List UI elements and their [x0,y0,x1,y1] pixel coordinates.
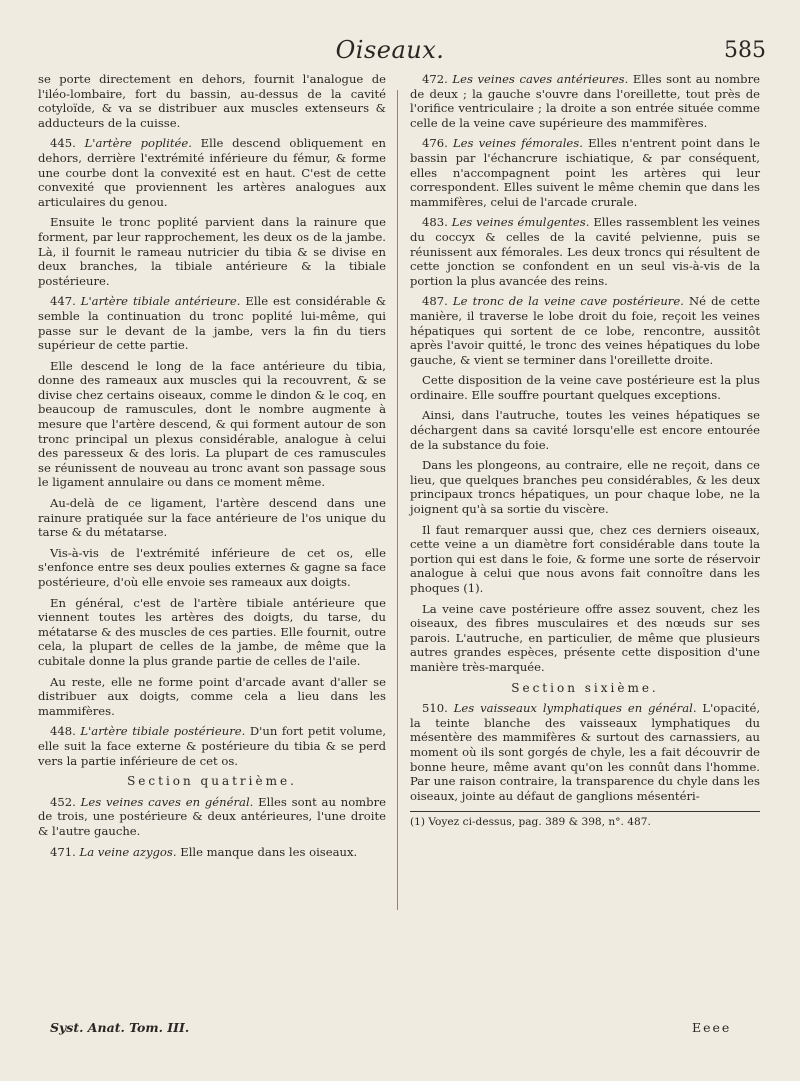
paragraph: Au-delà de ce ligament, l'artère descend dans une rainure pratiquée sur la face antérieure de l'os unique du tarse & du métatarse. [38,496,386,540]
paragraph-title: Les veines caves antérieures. [452,72,629,86]
paragraph-text: D'un fort petit volume, elle suit la face externe & postérieure du tibia & se perd vers la partie inférieure de cet os. [38,724,387,768]
paragraph: Au reste, elle ne forme point d'arcade avant d'aller se distribuer aux doigts, comme cela a lieu dans les mammifères. [38,674,386,718]
paragraph [410,136,760,209]
paragraph: Ainsi, dans l'autruche, toutes les veines hépatiques se déchargent dans sa cavité lorsqu'elle est encore entourée de la substance du foie. [410,408,760,452]
paragraph-number: 452. [50,794,76,809]
paragraph-text: Elles sont au nombre de trois, une postérieure & deux antérieures, l'une droite & l'autre gauche. [38,794,386,838]
paragraph [410,215,760,288]
paragraph-text: Elle descend obliquement en dehors, derrière l'extrémité inférieure du fémur, & forme une courbe dont la convexité est en haut. C'est de cette convexité que proviennent les artères analogues aux articulaires du genou. [38,136,386,209]
right-column [410,72,760,835]
paragraph-number: 476. [422,136,448,151]
paragraph-text: Elle est considérable & semble la continuation du tronc poplité lui-même, qui passe sur le devant de la jambe, vers la fin du tiers supérieur de cette partie. [38,294,387,353]
paragraph: En général, c'est de l'artère tibiale antérieure que viennent toutes les artères des doigts, du tarse, du métatarse & des muscles de ces parties. Elle fournit, outre cela, la plupart de celles de la jambe, de même que la cubitale donne la plus grande partie de celles de l'aile. [38,595,386,668]
paragraph-title: L'artère poplitée. [84,136,192,151]
paragraph: Cette disposition de la veine cave postérieure est la plus ordinaire. Elle souffre pourtant quelques exceptions. [410,373,760,402]
left-column [38,72,386,865]
paragraph-number: 448. [50,724,76,739]
running-head [0,36,800,66]
paragraph-number: 472. [422,72,448,86]
paragraph [410,701,760,803]
paragraph-title: L'artère tibiale postérieure. [80,724,246,739]
paragraph: se porte directement en dehors, fournit l'analogue de l'iléo-lombaire, fort du bassin, au-dessus de la cavité cotyloïde, & va se distribuer aux muscles extenseurs & adducteurs de la cuisse. [38,72,386,130]
paragraph-title: L'artère tibiale antérieure. [80,294,241,309]
page-number: 585 [724,38,766,63]
paragraph-text: Elles n'entrent point dans le bassin par l'échancrure ischiatique, & par conséquent, elles n'accompagnent point les artères qui leur correspondent. Elles suivent le même chemin que dans les mammifères, celui de l'arcade crurale. [410,136,761,209]
paragraph-text: Né de cette manière, il traverse le lobe droit du foie, reçoit les veines hépatiques qui sortent de ce lobe, rencontre, aussitôt après l'avoir quitté, le tronc des veines hépatiques du lobe gauche, & vient se terminer dans l'oreillette droite. [410,294,760,367]
paragraph-number: 445. [50,136,76,151]
footnote: (1) Voyez ci-dessus, pag. 389 & 398, n°. 487. [410,816,651,829]
paragraph-title: Les veines émulgentes. [451,215,590,230]
paragraph: Dans les plongeons, au contraire, elle ne reçoit, dans ce lieu, que quelques branches peu considérables, & les deux principaux troncs hépatiques, un pour chaque lobe, ne la joignent qu'à sa sortie du viscère. [410,458,760,517]
paragraph [410,72,760,130]
paragraph: La veine cave postérieure offre assez souvent, chez les oiseaux, des fibres musculaires et des nœuds sur ses parois. L'autruche, en particulier, de même que plusieurs autres grandes espèces, présente cette disposition d'une manière très-marquée. [410,601,760,674]
paragraph-text: Elles sont au nombre de deux ; la gauche s'ouvre dans l'oreillette, tout près de l'orifice ventriculaire ; la droite a son entrée située comme celle de la veine cave supérieure des mammifères. [410,72,760,130]
paragraph [38,795,386,839]
catchword: Eeee [692,1020,732,1035]
paragraph [38,845,386,860]
paragraph: Ensuite le tronc poplité parvient dans la rainure que forment, par leur rapprochement, les deux os de la jambe. Là, il fournit le rameau nutricier du tibia & se divise en deux branches, la tibiale antérieure & la tibiale postérieure. [38,215,386,288]
paragraph [38,724,386,768]
column-divider [397,90,398,910]
paragraph-text: L'opacité, la teinte blanche des vaisseaux lymphatiques du mésentère des mammifères & surtout des carnassiers, au moment où ils sont gorgés de chyle, les a fait découvrir de bonne heure, même avant qu'on les connût dans l'homme. Par une raison contraire, la transparence du chyle dans les oiseaux, jointe au défaut de ganglions mésentéri- [410,701,761,803]
footnote-rule [410,811,760,812]
paragraph-title: Les vaisseaux lymphatiques en général. [453,701,697,716]
signature-mark: Syst. Anat. Tom. III. [50,1020,190,1035]
paragraph-title: Les veines caves en général. [80,794,254,809]
paragraph-title: La veine azygos. [79,844,177,859]
paragraph [38,294,386,352]
paragraph-number: 447. [50,294,76,309]
paragraph-text: Elle manque dans les oiseaux. [180,844,358,859]
paragraph-title: Le tronc de la veine cave postérieure. [452,294,684,309]
section-heading: Section quatrième. [127,774,297,789]
paragraph [38,136,386,209]
paragraph [410,294,760,367]
paragraph-number: 487. [422,294,448,309]
section-heading: Section sixième. [511,680,659,695]
paragraph-title: Les veines fémorales. [452,136,583,151]
paragraph-text: Elles rassemblent les veines du coccyx & celles de la cavité pelvienne, puis se réunissent aux fémorales. Les deux troncs qui résultent de cette jonction se confondent en un seul vis-à-vis de la portion la plus avancée des reins. [410,215,761,288]
paragraph-number: 483. [422,215,448,230]
paragraph: Vis-à-vis de l'extrémité inférieure de cet os, elle s'enfonce entre ses deux poulies externes & gagne sa face postérieure, d'où elle envoie ses rameaux aux doigts. [38,545,386,589]
paragraph-number: 510. [422,701,448,716]
page-title: Oiseaux. [335,36,445,64]
paragraph-number: 471. [50,844,76,859]
paragraph: Il faut remarquer aussi que, chez ces derniers oiseaux, cette veine a un diamètre fort considérable dans toute la portion qui est dans le foie, & forme une sorte de réservoir analogue à celui que nous avons fait connoître dans les phoques (1). [410,522,760,595]
paragraph: Elle descend le long de la face antérieure du tibia, donne des rameaux aux muscles qui la recouvrent, & se divise chez certains oiseaux, comme le dindon & le coq, en beaucoup de ramuscules, dont le nombre augmente à mesure que l'artère descend, & qui forment autour de son tronc principal un plexus considérable, analogue à celui des paresseux & des loris. La plupart de ces ramuscules se réunissent de nouveau au tronc avant son passage sous le ligament annulaire ou dans ce moment même. [38,358,386,490]
